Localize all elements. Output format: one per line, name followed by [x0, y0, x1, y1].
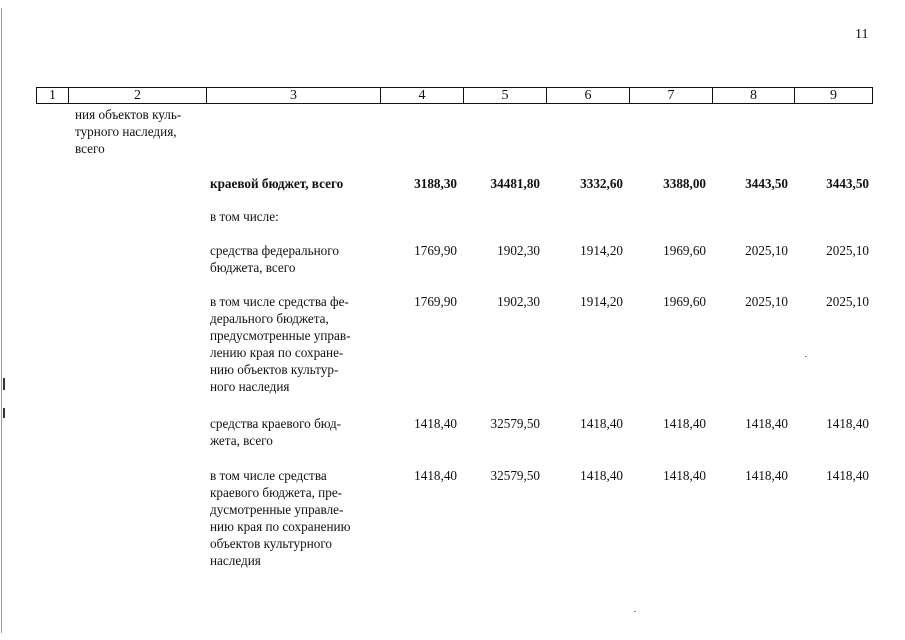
page-number: 11	[855, 27, 869, 42]
value-cell: 2025,10	[745, 294, 788, 309]
value-cell: 3443,50	[745, 176, 788, 191]
value-cell: 1902,30	[497, 294, 540, 309]
value-cell: 1418,40	[580, 416, 623, 431]
value-cell: 3332,60	[580, 176, 623, 191]
value-cell: 1418,40	[745, 468, 788, 483]
continued-item-name: ния объектов куль- турного наследия, всего	[75, 107, 182, 156]
value-cell: 1914,20	[580, 243, 623, 258]
value-cell: 1418,40	[663, 416, 706, 431]
value-cell: 1969,60	[663, 294, 706, 309]
row-label: в том числе средства фе- дерального бюджета, предусмотренные управ- лению края по сохране- нию объектов культур- ного наследия	[210, 294, 351, 394]
value-cell: 32579,50	[490, 416, 540, 431]
value-cell: 3443,50	[826, 176, 869, 191]
value-cell: 2025,10	[826, 294, 869, 309]
value-cell: 1418,40	[826, 416, 869, 431]
column-number: 2	[69, 88, 207, 104]
column-number: 9	[795, 88, 873, 104]
value-cell: 1769,90	[414, 294, 457, 309]
value-cell: 2025,10	[745, 243, 788, 258]
value-cell: 1418,40	[663, 468, 706, 483]
value-cell: 1418,40	[414, 468, 457, 483]
value-cell: 1418,40	[580, 468, 623, 483]
value-cell: 32579,50	[490, 468, 540, 483]
value-cell: 1902,30	[497, 243, 540, 258]
column-number: 3	[207, 88, 381, 104]
row-label: в том числе:	[210, 209, 279, 224]
scan-speck	[805, 356, 807, 357]
column-number: 5	[464, 88, 547, 104]
value-cell: 1418,40	[826, 468, 869, 483]
page-left-edge	[1, 8, 2, 633]
value-cell: 1969,60	[663, 243, 706, 258]
edge-mark	[3, 378, 5, 390]
column-number: 6	[547, 88, 630, 104]
row-label: в том числе средства краевого бюджета, пре- дусмотренные управле- нию края по сохранению объектов культурного наследия	[210, 468, 351, 568]
row-label: средства федерального бюджета, всего	[210, 243, 339, 275]
value-cell: 3188,30	[414, 176, 457, 191]
value-cell: 1914,20	[580, 294, 623, 309]
value-cell: 34481,80	[490, 176, 540, 191]
row-label: средства краевого бюд- жета, всего	[210, 416, 342, 448]
value-cell: 1418,40	[414, 416, 457, 431]
value-cell: 3388,00	[663, 176, 706, 191]
edge-mark	[3, 408, 5, 418]
column-number: 4	[381, 88, 464, 104]
column-number: 1	[37, 88, 69, 104]
scan-speck	[634, 611, 636, 612]
value-cell: 2025,10	[826, 243, 869, 258]
row-label: краевой бюджет, всего	[210, 176, 344, 191]
column-number: 7	[630, 88, 713, 104]
column-number: 8	[713, 88, 795, 104]
value-cell: 1418,40	[745, 416, 788, 431]
value-cell: 1769,90	[414, 243, 457, 258]
column-number-header	[36, 87, 873, 104]
